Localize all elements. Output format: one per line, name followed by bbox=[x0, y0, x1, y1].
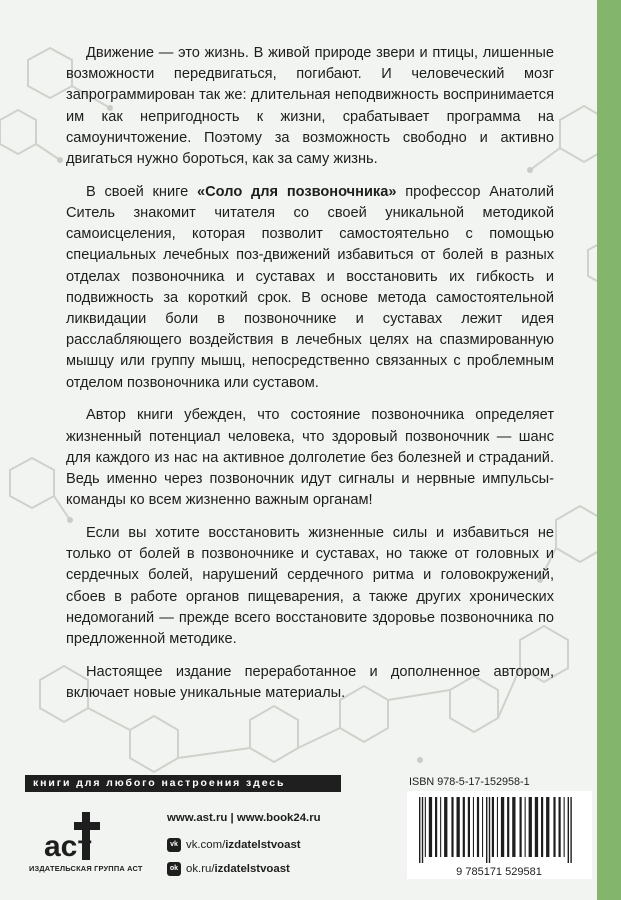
paragraph-text: Автор книги убежден, что состояние позвоночника определяет жизненный потенциал человека, что здоровый позвоночник — шанс для каждого из нас на активное долголетие без болезней и страданий. Ведь именно через позвоночник идут сигналы и нервные импульсы-команды ко всем жизненно важным органам! bbox=[66, 407, 554, 509]
logo-letters: аст bbox=[44, 830, 93, 863]
social-prefix: ok.ru/ bbox=[186, 863, 215, 875]
paragraph bbox=[66, 43, 554, 170]
social-handle: izdatelstvoast bbox=[214, 863, 290, 875]
barcode-bar bbox=[553, 797, 555, 857]
ast-logo bbox=[42, 808, 102, 864]
barcode-bar bbox=[429, 797, 432, 857]
barcode-bar bbox=[489, 797, 490, 863]
paragraph bbox=[66, 662, 554, 704]
barcode-bar bbox=[444, 797, 447, 857]
social-prefix: vk.com/ bbox=[186, 839, 226, 851]
barcode-bars bbox=[419, 797, 572, 863]
barcode-bar bbox=[477, 797, 479, 857]
barcode-bar bbox=[422, 797, 423, 863]
paragraph bbox=[66, 182, 554, 394]
barcode-bar bbox=[501, 797, 504, 857]
barcode-bar bbox=[473, 797, 474, 857]
barcode-bar bbox=[559, 797, 561, 857]
barcode-bar bbox=[419, 797, 420, 863]
paragraph-text: Движение — это жизнь. В живой природе звери и птицы, лишенные возможности передвигаться, погибают. И человеческий мозг запрограммирован так же: длительная неподвижность воспринимается им как непригодность к жизни, срабатывает программа на самоуничтожение. Поэтому за возможность свободно и активно двигаться нужно бороться, как за саму жизнь. bbox=[66, 45, 554, 168]
paragraph-text: В своей книге bbox=[86, 183, 198, 200]
ok-icon: ok bbox=[167, 862, 181, 876]
paragraph-text: Если вы хотите восстановить жизненные силы и избавиться не только от болей в позвоночнике и суставах, но также от головных и сердечных болей, нарушений сердечного ритма и головокружений, сбоев в работе органов пищеварения, а также других хронических недомоганий — прежде всего восстановите здоровье позвоночника по предложенной методике. bbox=[66, 525, 554, 648]
barcode-bar bbox=[492, 797, 494, 857]
barcode-bar bbox=[425, 797, 426, 857]
paragraph bbox=[66, 523, 554, 650]
paragraph-text: профессор Анатолий Ситель знакомит читателя со своей уникальной методикой самоисцеления, которая позволит самостоятельно с помощью специальных лечебных поз-движений избавиться от болей в разных отделах позвоночника и суставах и восстановить их гибкость и подвижность за короткий срок. В основе метода самостоятельной ликвидации боли в позвоночнике и суставах лежит идея расслабляющего воздействия в лечебных целях на спазмированную мышцу или группу мышц, непосредственно связанных с проблемным отделом позвоночника или суставом. bbox=[66, 183, 554, 391]
publisher-label: ИЗДАТЕЛЬСКАЯ ГРУППА АСТ bbox=[29, 864, 143, 873]
barcode-bar bbox=[482, 797, 483, 857]
barcode-number: 9 785171 529581 bbox=[456, 866, 542, 878]
barcode-bar bbox=[541, 797, 543, 857]
vk-icon: vk bbox=[167, 838, 181, 852]
barcode-bar bbox=[468, 797, 470, 857]
social-link-vk[interactable] bbox=[167, 834, 321, 856]
barcode-bar bbox=[529, 797, 532, 857]
book-title: «Соло для позвоночника» bbox=[197, 183, 397, 200]
barcode-bar bbox=[507, 797, 509, 857]
social-handle: izdatelstvoast bbox=[225, 839, 301, 851]
barcode-bar bbox=[440, 797, 441, 857]
barcode-bar bbox=[486, 797, 487, 863]
paragraph bbox=[66, 405, 554, 511]
isbn: ISBN 978-5-17-152958-1 bbox=[409, 776, 530, 788]
barcode bbox=[407, 791, 592, 879]
barcode-bar bbox=[535, 797, 538, 857]
barcode-bar bbox=[497, 797, 498, 857]
publisher-links bbox=[167, 808, 321, 880]
barcode-bar bbox=[568, 797, 569, 863]
tagline-bar: книги для любого настроения здесь bbox=[25, 775, 341, 792]
barcode-bar bbox=[463, 797, 465, 857]
barcode-bar bbox=[520, 797, 522, 857]
barcode-bar bbox=[570, 797, 571, 863]
barcode-bar bbox=[451, 797, 453, 857]
website-links[interactable]: www.ast.ru | www.book24.ru bbox=[167, 812, 321, 824]
barcode-bar bbox=[435, 797, 437, 857]
barcode-bar bbox=[564, 797, 565, 857]
green-edge-band bbox=[597, 0, 621, 900]
barcode-bar bbox=[525, 797, 526, 857]
barcode-bar bbox=[546, 797, 549, 857]
barcode-bar bbox=[457, 797, 460, 857]
annotation-text bbox=[66, 43, 554, 716]
paragraph-text: Настоящее издание переработанное и дополненное автором, включает новые уникальные материалы. bbox=[66, 663, 554, 702]
barcode-bar bbox=[512, 797, 515, 857]
social-link-ok[interactable] bbox=[167, 858, 321, 880]
